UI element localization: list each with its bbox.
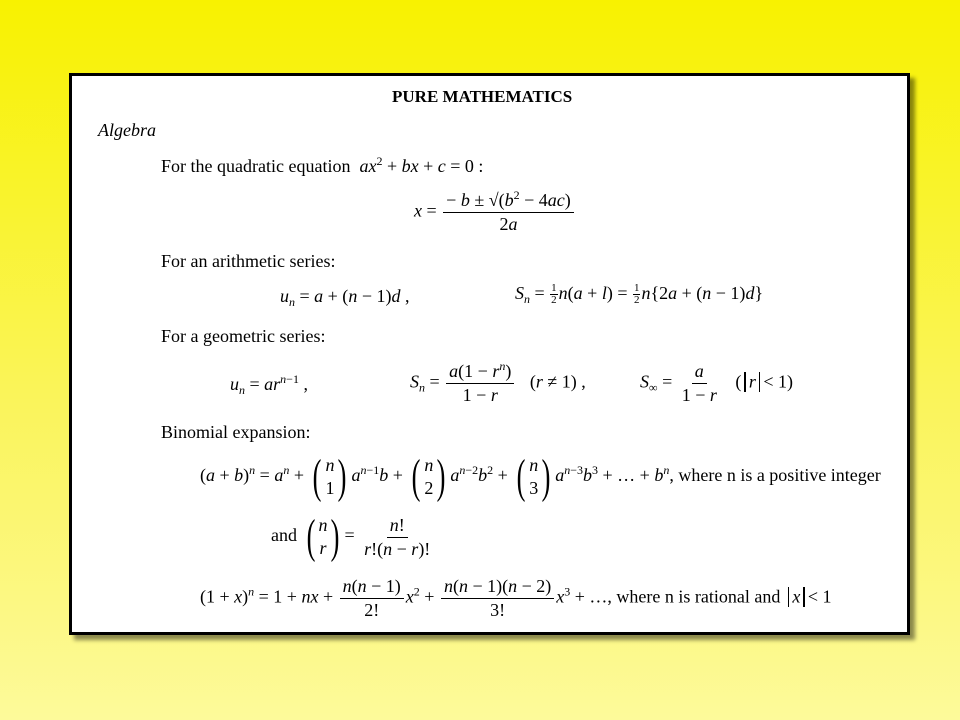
quadratic-equation: $ax^2$ + bx + c = 0 : — [359, 154, 484, 176]
page-title: PURE MATHEMATICS — [392, 87, 573, 106]
binomial-coefficient-definition: and ( n r ) = $\frac{n!}{r!(n - r)!}$ — [271, 510, 431, 563]
quadratic-heading — [161, 156, 483, 176]
and-label: and — [271, 525, 297, 546]
quadratic-fraction: $\frac{- b \pm √(b^2 - 4ac)}{2a}$ — [443, 190, 574, 235]
binomial-heading: Binomial expansion: — [161, 422, 311, 442]
section-heading: Algebra — [98, 120, 156, 140]
arithmetic-sum: $S_n$ = $\frac{1}{2}$ n(a + l) = $\frac{1}{2}$ n{2a + (n − 1)d} — [515, 282, 764, 307]
formula-card — [69, 73, 910, 635]
positive-integer-condition: , where n is a positive integer — [669, 465, 881, 486]
arithmetic-nth-term: $u_n = a + (n - 1)d$ , — [280, 286, 410, 309]
binomial-expansion-rational: $(1 + x)^n = 1$ + nx + $\frac{n(n - 1)}{2!}$ $x^2$ + $\frac{n(n - 1)(n - 2)}{3!}$ $x^3$ + …, where n is rational and x < 1 — [200, 576, 832, 620]
geometric-sum-infinity: $S_\infty$ = $\frac{a}{1 - r}$ ( r < 1) — [640, 361, 794, 405]
quadratic-formula: x = $\frac{- b \pm √(b^2 - 4ac)}{2a}$ — [414, 190, 576, 235]
geometric-sum: $S_n$ = $\frac{a(1 - r^n)}{1 - r}$ (r ≠ 1) , — [410, 359, 586, 405]
arithmetic-heading: For an arithmetic series: — [161, 251, 336, 271]
geometric-heading: For a geometric series: — [161, 326, 326, 346]
geometric-nth-term: $u_n = ar^{n-1}$ , — [230, 372, 308, 397]
rational-condition: , where n is rational and — [607, 586, 781, 607]
binomial-expansion-integer: $(a + b)^n = a^n$ + ( n 1 ) $a^{n-1}b$ + ( n 2 ) $a^{n-2}b^2$ + ( n 3 ) $a^{n-3}b^3$ + … + $b^n$, where n is a positive integer — [200, 450, 881, 503]
quadratic-intro: For the quadratic equation — [161, 156, 351, 176]
